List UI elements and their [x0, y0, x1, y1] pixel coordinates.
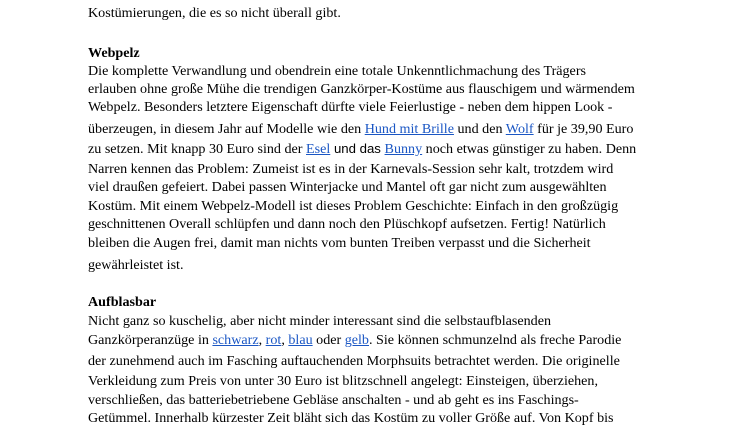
text-run: oder [312, 332, 345, 348]
paragraph-line: Getümmel. Innerhalb kürzester Zeit bläht sich das Kostüm zu voller Größe auf. Von Kopf bis [88, 410, 614, 426]
paragraph-line: erlauben ohne große Mühe die trendigen Ganzkörper-Kostüme aus flauschigem und wärmendem [88, 81, 635, 97]
link-hund-mit-brille[interactable]: Hund mit Brille [364, 121, 454, 137]
paragraph-line: bleiben die Augen frei, damit man nichts vom bunten Treiben verpasst und die Sicherheit [88, 235, 591, 251]
link-rot[interactable]: rot [265, 332, 282, 348]
text-run: und das [330, 141, 385, 156]
link-schwarz[interactable]: schwarz [212, 332, 259, 348]
text-run: und den [453, 121, 506, 137]
paragraph-line: Verkleidung zum Preis von unter 30 Euro ist blitzschnell angelegt: Einsteigen, überziehen, [88, 373, 598, 389]
paragraph-line: gewährleistet ist. [88, 257, 184, 273]
paragraph-line: geschnittenen Overall schlüpfen und dann noch den Plüschkopf aufsetzen. Fertig! Natürlich [88, 216, 606, 232]
intro-line: Kostümierungen, die es so nicht überall gibt. [88, 5, 341, 21]
paragraph-line: Kostüm. Mit einem Webpelz-Modell ist dieses Problem Geschichte: Einfach in den großzügig [88, 198, 619, 214]
text-run: überzeugen, in diesem Jahr auf Modelle wie den [88, 121, 365, 137]
paragraph-line [88, 120, 633, 138]
paragraph-line [88, 331, 621, 349]
paragraph-line: verschließen, das batteriebetriebene Gebläse anschalten - und ab geht es ins Faschings- [88, 392, 579, 408]
text-run: , [281, 332, 289, 348]
section-heading-webpelz: Webpelz [88, 45, 140, 61]
text-run: , [258, 332, 266, 348]
paragraph-line: der zunehmend auch im Fasching auftauchenden Morphsuits betrachtet werden. Die originelle [88, 353, 620, 369]
paragraph-line: viel draußen gefeiert. Dabei passen Winterjacke und Mantel oft gar nicht zum ausgewählten [88, 179, 607, 195]
text-run: noch etwas günstiger zu haben. Denn [422, 141, 637, 157]
text-run: Ganzkörperanzüge in [88, 332, 213, 348]
text-run: zu setzen. Mit knapp 30 Euro sind der [88, 141, 307, 157]
paragraph-line [88, 140, 636, 158]
section-heading-aufblasbar: Aufblasbar [88, 294, 157, 310]
link-wolf[interactable]: Wolf [505, 121, 534, 137]
link-esel[interactable]: Esel [306, 141, 331, 157]
paragraph-line: Narren kennen das Problem: Zumeist ist es in der Karnevals-Session sehr kalt, trotzdem wird [88, 161, 614, 177]
paragraph-line: Webpelz. Besonders letztere Eigenschaft dürfte viele Feierlustige - neben dem hippen Look - [88, 99, 613, 115]
text-run: . Sie können schmunzelnd als freche Parodie [368, 332, 622, 348]
paragraph-line: Nicht ganz so kuschelig, aber nicht minder interessant sind die selbstaufblasenden [88, 313, 552, 329]
link-gelb[interactable]: gelb [344, 332, 369, 348]
paragraph-line: Die komplette Verwandlung und obendrein eine totale Unkenntlichmachung des Trägers [88, 63, 586, 79]
link-blau[interactable]: blau [288, 332, 313, 348]
link-bunny[interactable]: Bunny [384, 141, 423, 157]
text-run: für je 39,90 Euro [533, 121, 634, 137]
